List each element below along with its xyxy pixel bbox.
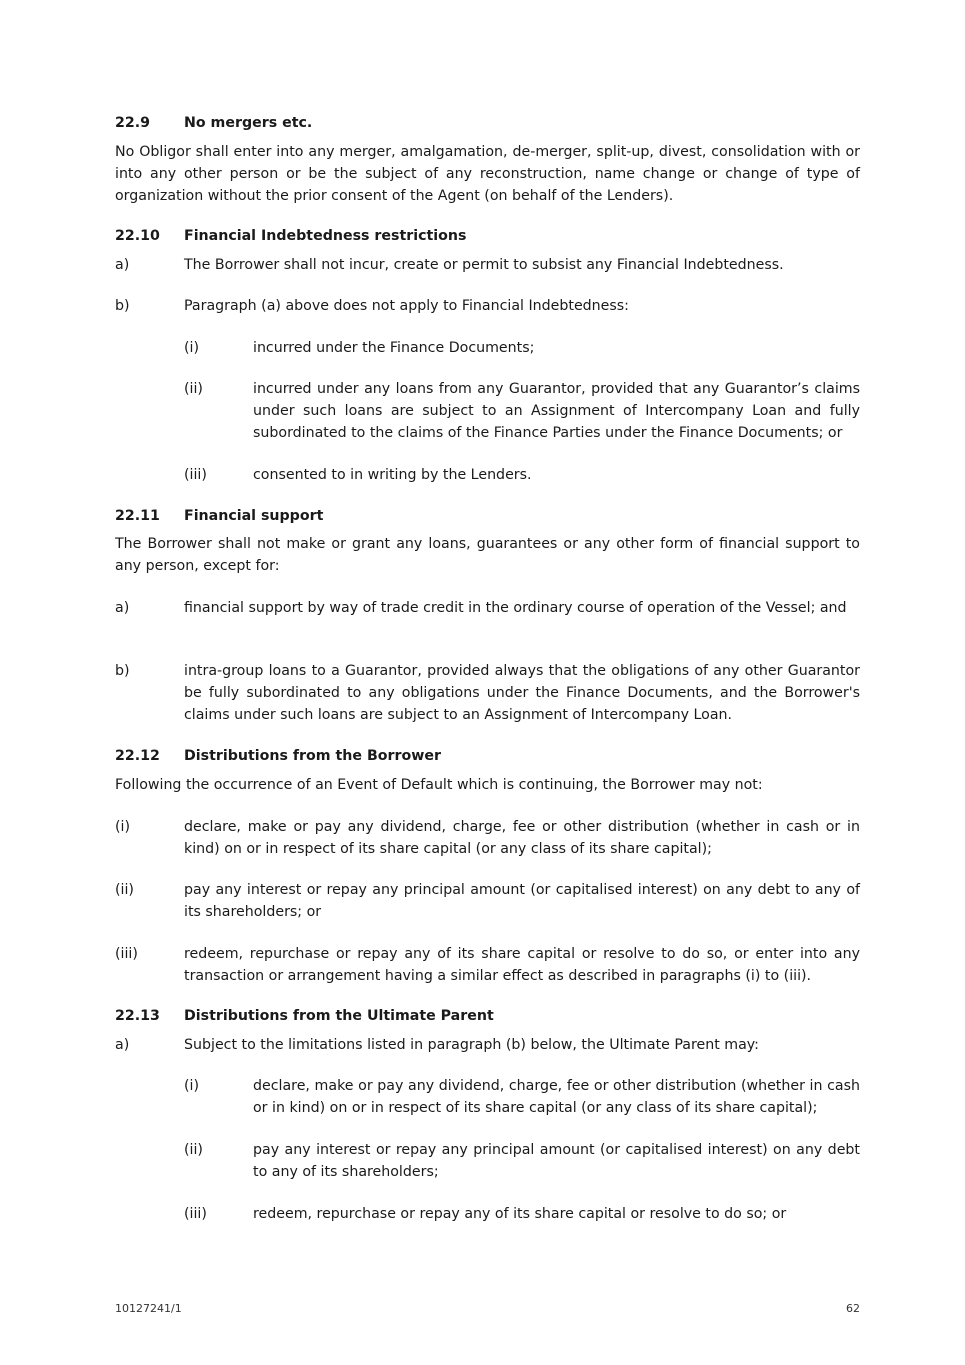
list-label: b) [115, 298, 130, 314]
list-item [115, 943, 860, 987]
footer-page-number: 62 [846, 1302, 860, 1315]
list-label: (i) [184, 340, 200, 356]
list-label: b) [115, 663, 130, 679]
section-heading-22-9 [115, 115, 312, 131]
section-number: 22.12 [115, 748, 160, 764]
sub-list-item [184, 1139, 860, 1183]
list-text: incurred under any loans from any Guarantor, provided that any Guarantor’s claims under such loans are subject to an Assignment of Intercompany Loan and fully subordinated to the claims of the Finance Parties under the Finance Documents; or [253, 381, 860, 441]
section-number: 22.13 [115, 1008, 160, 1024]
section-heading-22-11 [115, 508, 323, 524]
section-heading-22-13 [115, 1008, 494, 1024]
list-label: (ii) [184, 381, 203, 397]
list-text: pay any interest or repay any principal amount (or capitalised interest) on any debt to any of its shareholders; or [184, 882, 860, 920]
list-item [115, 597, 860, 619]
section-number: 22.9 [115, 115, 151, 131]
list-text: incurred under the Finance Documents; [253, 340, 535, 356]
sub-list-item [184, 464, 860, 486]
list-item [115, 816, 860, 860]
section-heading-22-12 [115, 748, 441, 764]
list-label: (iii) [115, 946, 138, 962]
section-title: Distributions from the Borrower [184, 748, 441, 764]
list-text: redeem, repurchase or repay any of its share capital or resolve to do so, or enter into any transaction or arrangement having a similar effect as described in paragraphs (i) to (iii). [184, 946, 860, 984]
list-label: a) [115, 600, 130, 616]
section-paragraph: No Obligor shall enter into any merger, amalgamation, de-merger, split-up, divest, consolidation with or into any other person or be the subject of any reconstruction, name change or change of type of organization without the prior consent of the Agent (on behalf of the Lenders). [115, 144, 860, 204]
list-label: a) [115, 257, 130, 273]
list-text: consented to in writing by the Lenders. [253, 467, 532, 483]
section-title: Financial support [184, 508, 324, 524]
list-text: declare, make or pay any dividend, charge, fee or other distribution (whether in cash or in kind) on or in respect of its share capital (or any class of its share capital); [184, 819, 860, 857]
section-heading-22-10 [115, 228, 466, 244]
sub-list-item [184, 337, 860, 359]
section-paragraph: The Borrower shall not make or grant any loans, guarantees or any other form of financial support to any person, except for: [115, 536, 860, 574]
list-label: (ii) [115, 882, 134, 898]
list-text: The Borrower shall not incur, create or permit to subsist any Financial Indebtedness. [184, 257, 784, 273]
list-text: Paragraph (a) above does not apply to Financial Indebtedness: [184, 298, 629, 314]
list-text: intra-group loans to a Guarantor, provided always that the obligations of any other Guarantor be fully subordinated to any obligations under the Finance Documents, and the Borrower's claims under such loans are subject to an Assignment of Intercompany Loan. [184, 663, 860, 723]
list-text: redeem, repurchase or repay any of its share capital or resolve to do so; or [253, 1206, 787, 1222]
list-item [115, 1034, 860, 1056]
sub-list-item [184, 378, 860, 444]
list-text: declare, make or pay any dividend, charge, fee or other distribution (whether in cash or in kind) on or in respect of its share capital (or any class of its share capital); [253, 1078, 860, 1116]
list-item [115, 295, 860, 317]
list-label: (i) [184, 1078, 200, 1094]
list-text: Subject to the limitations listed in paragraph (b) below, the Ultimate Parent may: [184, 1037, 759, 1053]
list-label: (iii) [184, 1206, 207, 1222]
list-item [115, 660, 860, 726]
list-label: (iii) [184, 467, 207, 483]
list-label: (i) [115, 819, 131, 835]
footer-doc-ref: 10127241/1 [115, 1302, 182, 1315]
list-text: financial support by way of trade credit in the ordinary course of operation of the Vessel; and [184, 600, 847, 616]
sub-list-item [184, 1075, 860, 1119]
section-title: No mergers etc. [184, 115, 313, 131]
section-title: Financial Indebtedness restrictions [184, 228, 467, 244]
list-label: a) [115, 1037, 130, 1053]
list-label: (ii) [184, 1142, 203, 1158]
section-number: 22.10 [115, 228, 160, 244]
section-paragraph: Following the occurrence of an Event of Default which is continuing, the Borrower may not: [115, 777, 763, 793]
list-text: pay any interest or repay any principal amount (or capitalised interest) on any debt to any of its shareholders; [253, 1142, 860, 1180]
list-item [115, 254, 860, 276]
section-title: Distributions from the Ultimate Parent [184, 1008, 494, 1024]
list-item [115, 879, 860, 923]
sub-list-item [184, 1203, 860, 1225]
section-number: 22.11 [115, 508, 160, 524]
